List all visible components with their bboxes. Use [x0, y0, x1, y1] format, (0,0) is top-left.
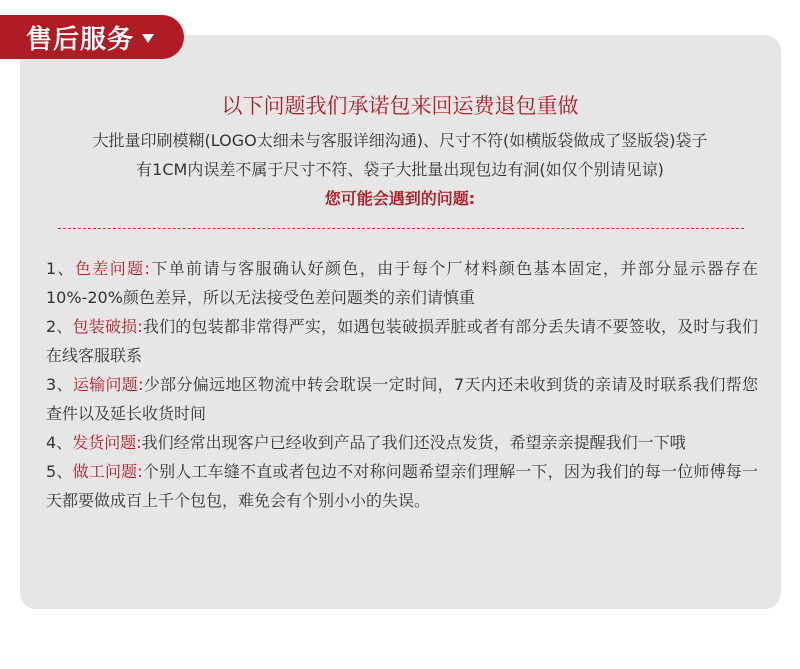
- item-tag: 包装破损:: [72, 317, 143, 336]
- dashed-divider: [58, 228, 744, 229]
- item-text: 个别人工车缝不直或者包边不对称问题希望亲们理解一下，因为我们的每一位师傅每一天都要做成百上千个包包，难免会有个别小小的失误。: [46, 462, 758, 510]
- item-text: 我们经常出现客户已经收到产品了我们还没点发货，希望亲亲提醒我们一下哦: [141, 433, 686, 452]
- problem-item: [46, 312, 758, 370]
- item-number: 2、: [46, 317, 73, 336]
- problem-item: [46, 457, 758, 515]
- guarantee-title: 以下问题我们承诺包来回运费退包重做: [221, 94, 579, 118]
- problem-list: [46, 254, 758, 515]
- item-number: 5、: [46, 462, 73, 481]
- problem-item: [46, 370, 758, 428]
- tab-title: 售后服务: [26, 24, 135, 55]
- item-number: 1、: [46, 259, 75, 278]
- problem-item: [46, 254, 758, 312]
- item-text: 我们的包装都非常得严实，如遇包装破损弄脏或者有部分丢失请不要签收，及时与我们在线客服联系: [46, 317, 758, 365]
- triangle-down-icon: [142, 34, 154, 43]
- item-text: 少部分偏远地区物流中转会耽误一定时间，7天内还未收到货的亲请及时联系我们帮您查件以及延长收货时间: [46, 375, 758, 423]
- problems-subtitle: 您可能会遇到的问题:: [324, 189, 476, 208]
- item-text: 下单前请与客服确认好颜色，由于每个厂材料颜色基本固定，并部分显示器存在10%-20%颜色差异，所以无法接受色差问题类的亲们请慎重: [46, 259, 758, 307]
- item-tag: 运输问题:: [72, 375, 144, 394]
- item-number: 3、: [46, 375, 73, 394]
- guarantee-line-1: 大批量印刷模糊(LOGO太细未与客服详细沟通)、尺寸不符(如横版袋做成了竖版袋)袋子: [92, 131, 708, 150]
- guarantee-line-2: 有1CM内误差不属于尺寸不符、袋子大批量出现包边有洞(如仅个别请见谅): [136, 160, 664, 179]
- item-tag: 色差问题:: [74, 259, 150, 278]
- item-tag: 发货问题:: [72, 433, 142, 452]
- item-number: 4、: [46, 433, 73, 452]
- item-tag: 做工问题:: [72, 462, 143, 481]
- after-sales-tab[interactable]: [0, 15, 184, 59]
- problem-item: [46, 428, 758, 457]
